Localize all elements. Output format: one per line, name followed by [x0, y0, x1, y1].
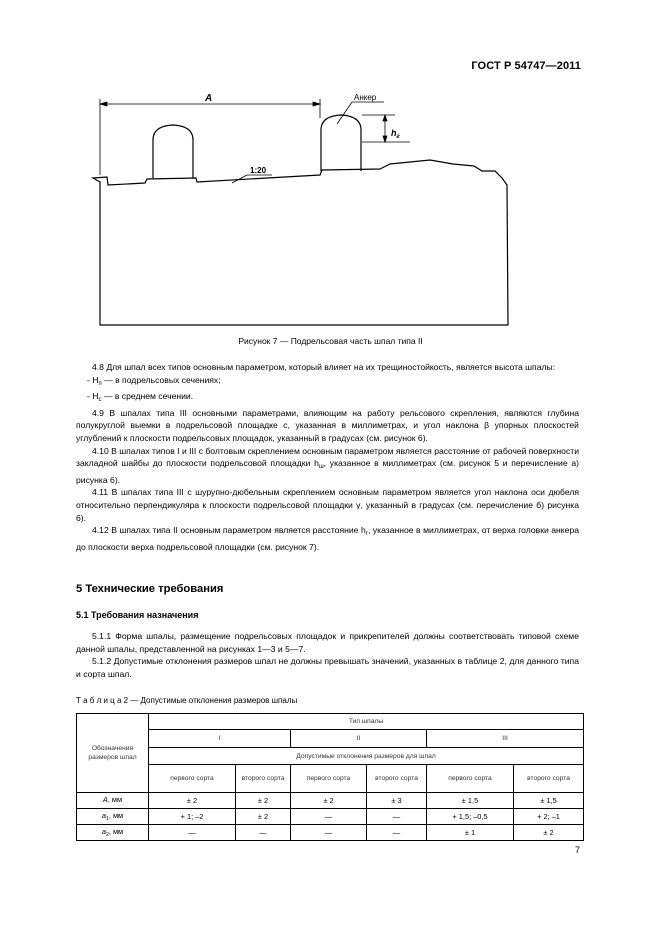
- section-5-paragraphs: [76, 630, 579, 680]
- designation-header: Обозначения размеров шпал: [77, 714, 149, 793]
- table-cell: —: [367, 809, 427, 825]
- list-item-hp: - $H_п$ — в подрельсовых сечениях;: [87, 374, 221, 387]
- section-5-title: 5 Технические требования: [76, 583, 224, 595]
- sleeper-outline: [93, 160, 508, 325]
- row-label: $a_2$, мм: [77, 825, 149, 841]
- table-cell: —: [149, 825, 236, 841]
- figure-7-drawing: [0, 0, 661, 336]
- paragraph-4-8: 4.8 Для шпал всех типов основным параметром, который влияет на их трещиностойкость, является высота шпалы:: [92, 362, 556, 372]
- table-cell: ± 3: [367, 793, 427, 809]
- dim-a-label: A: [205, 93, 213, 104]
- grade-col: первого сорта: [291, 765, 367, 793]
- document-code: ГОСТ Р 54747—2011: [471, 60, 581, 72]
- table-cell: + 2; –1: [514, 809, 584, 825]
- svg-text:hг: [391, 128, 401, 140]
- grade-col: второго сорта: [514, 765, 584, 793]
- paragraph-4-12: 4.12 В шпалах типа II основным параметром является расстояние $h_г$, указанное в миллиметрах, от верха головки анкера до плоскости верха подрельсовой площадки (см. рисунок 7).: [76, 525, 579, 552]
- table-cell: ± 2: [514, 825, 584, 841]
- grade-col: первого сорта: [149, 765, 236, 793]
- type-header: Тип шпалы: [149, 714, 584, 730]
- table-cell: —: [236, 825, 291, 841]
- table-2-title: Т а б л и ц а 2 — Допустимые отклонения размеров шпалы: [76, 696, 298, 705]
- subsection-5-1-title: 5.1 Требования назначения: [76, 610, 199, 620]
- left-rail-head: [153, 125, 193, 178]
- table-cell: —: [291, 809, 367, 825]
- type-col: I: [149, 730, 291, 748]
- deviation-table: [76, 713, 584, 841]
- grade-col: второго сорта: [236, 765, 291, 793]
- h-sub-label: г: [396, 134, 400, 140]
- table-cell: + 1,5; –0,5: [427, 809, 514, 825]
- grade-col: первого сорта: [427, 765, 514, 793]
- table-cell: + 1; –2: [149, 809, 236, 825]
- table-cell: ± 2: [291, 793, 367, 809]
- table-row: [77, 793, 584, 809]
- table-cell: ± 2: [236, 793, 291, 809]
- table-cell: ± 1,5: [514, 793, 584, 809]
- row-label: A, мм: [77, 793, 149, 809]
- anchor-head: [321, 115, 361, 171]
- h-label: h: [391, 128, 397, 138]
- table-cell: —: [367, 825, 427, 841]
- row-label: $a_1$, мм: [77, 809, 149, 825]
- paragraph-4-10: 4.10 В шпалах типов I и III с болтовым скреплением основным параметром является расстояние от рабочей поверхности закладной шайбы до плоскости подрельсовой площадки $h_ш$, указанное в миллиметрах (см. рисунок 5 и перечисление а) рисунка 6).: [76, 445, 579, 485]
- page-number: 7: [574, 845, 580, 855]
- table-cell: ± 2: [236, 809, 291, 825]
- table-cell: ± 2: [149, 793, 236, 809]
- slope-label: 1:20: [250, 166, 267, 175]
- deviation-header: Допустимые отклонения размеров для шпал: [149, 748, 584, 765]
- paragraph-4-11: 4.11 В шпалах типа III с шурупно-дюбельным скреплением основным параметром является угол наклона оси дюбеля относительно перпендикуляра к плоскости подрельсовой площадки γ, указанный в градусах (см. перечисление б) рисунка 6).: [76, 487, 579, 523]
- paragraphs-block: [76, 361, 579, 553]
- figure-caption: Рисунок 7 — Подрельсовая часть шпал типа II: [238, 336, 423, 346]
- table-cell: —: [291, 825, 367, 841]
- paragraph-4-9: 4.9 В шпалах типа III основными параметрами, влияющим на работу рельсового скрепления, являются глубина полукруглой выемки в подрельсовой площадке c, указанная в миллиметрах, и угол наклона β упорных плоскостей углублений к плоскости подрельсовых площадок, указанный в градусах (см. рисунок 6).: [76, 407, 579, 443]
- type-col: II: [291, 730, 427, 748]
- table-cell: ± 1: [427, 825, 514, 841]
- list-item-hc: - $H_c$ — в среднем сечении.: [87, 391, 194, 404]
- table-row: [77, 809, 584, 825]
- type-col: III: [427, 730, 584, 748]
- paragraph-5-1-2: 5.1.2 Допустимые отклонения размеров шпал не должны превышать значений, указанных в таблице 2, для данного типа и сорта шпал.: [76, 656, 579, 679]
- table-row: [77, 825, 584, 841]
- grade-col: второго сорта: [367, 765, 427, 793]
- paragraph-5-1-1: 5.1.1 Форма шпалы, размещение подрельсовых площадок и прикрепителей должны соответствовать типовой схеме данной шпалы, представленной на рисунках 1—3 и 5—7.: [76, 631, 579, 654]
- table-cell: ± 1,5: [427, 793, 514, 809]
- anchor-label: Анкер: [354, 93, 377, 102]
